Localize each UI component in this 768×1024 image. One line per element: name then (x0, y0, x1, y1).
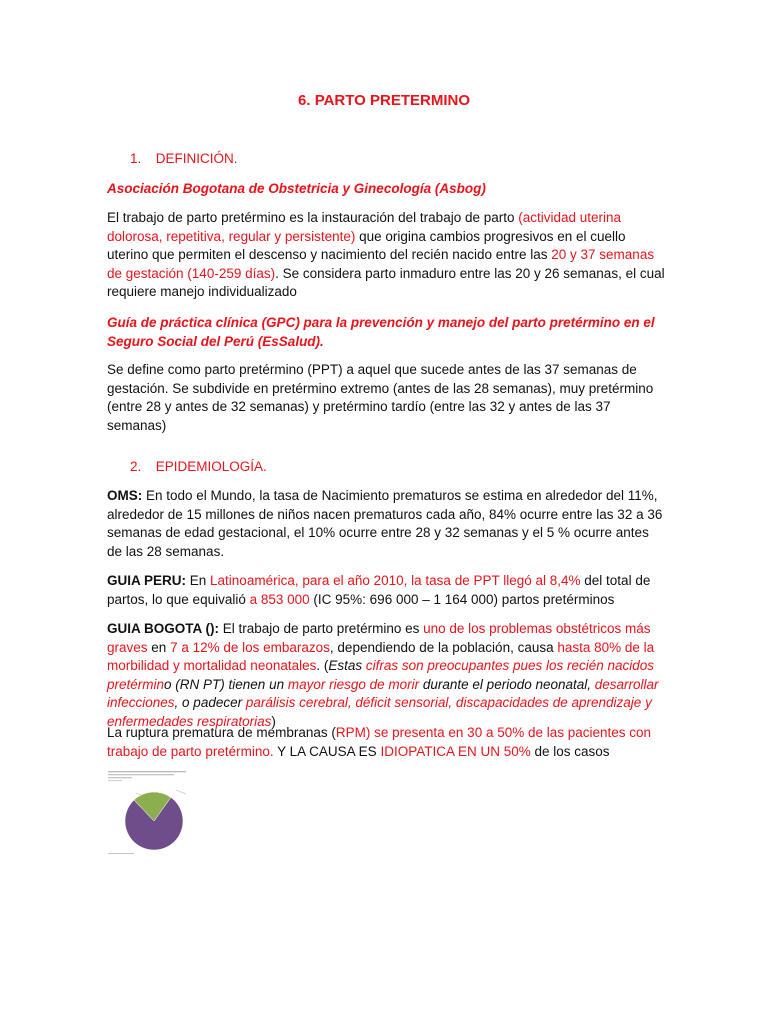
paragraph-oms: OMS: En todo el Mundo, la tasa de Nacimiento prematuros se estima en alrededor del 11%, alrededor de 15 millones de niños nacen prematuros cada año, 84% ocurre entre las 32 a 36 semanas de edad gestacional, el 10% ocurre entre 28 y 32 semanas y el 5 % ocurre antes de las 28 semanas. (107, 488, 663, 559)
paragraph-definicion-asbog: El trabajo de parto pretérmino es la instauración del trabajo de parto (actividad uterina dolorosa, repetitiva, regular y persistente) que origina cambios progresivos en el cuello uterino que permiten el descenso y nacimiento del recién nacido entre las 20 y 37 semanas de gestación (140-259 días). Se considera parto inmaduro entre las 20 y 26 semanas, el cual requiere manejo individualizado (107, 210, 665, 299)
paragraph-label: GUIA BOGOTA (): (107, 621, 219, 636)
highlight-text: mayor riesgo de morir (287, 676, 420, 692)
highlight-text: IDIOPATICA EN UN 50% (380, 743, 531, 759)
section-number: 1. (130, 151, 142, 166)
highlight-text: a 853 000 (249, 591, 310, 607)
source-heading-asbog: Asociación Bogotana de Obstetricia y Ginecología (Asbog) (107, 181, 486, 196)
highlight-text: uno de los problemas obstétricos más graves (107, 621, 651, 655)
highlight-text: RPM) se presenta en 30 a 50% de las pacientes con trabajo de parto pretérmino. (107, 725, 652, 759)
source-heading-gpc: Guía de práctica clínica (GPC) para la prevención y manejo del parto pretérmino en el Seguro Social del Perú (EsSalud). (107, 315, 655, 349)
highlight-text: 7 a 12% de los embarazos (170, 639, 330, 655)
section-title: EPIDEMIOLOGÍA. (155, 459, 267, 474)
section-heading-epidemiologia (130, 459, 267, 474)
section-heading-definicion (130, 151, 238, 166)
section-number: 2. (130, 459, 142, 474)
paragraph-guia-peru: GUIA PERU: En Latinoamérica, para el año 2010, la tasa de PPT llegó al 8,4% del total de partos, lo que equivalió a 853 000 (IC 95%: 696 000 – 1 164 000) partos pretérminos (107, 573, 651, 607)
paragraph-guia-bogota: GUIA BOGOTA (): El trabajo de parto pretérmino es uno de los problemas obstétricos más graves en 7 a 12% de los embarazos, dependiendo de la población, causa hasta 80% de la morbilidad y mortalidad neonatales. (Estas cifras son preocupantes pues los recién nacidos pretérmino (RN PT) tienen un mayor riesgo de morir durante el periodo neonatal, desarrollar infecciones, o padecer parálisis cerebral, déficit sensorial, discapacidades de aprendizaje y enfermedades respiratorias) (107, 621, 659, 729)
highlight-text: desarrollar infecciones (107, 676, 659, 710)
highlight-text: hasta 80% de la morbilidad y mortalidad neonatales (107, 639, 655, 673)
highlight-text: 20 y 37 semanas de gestación (140-259 días) (107, 247, 655, 281)
highlight-text: cifras son preocupantes pues los recién nacidos pretérmin (107, 658, 655, 692)
pie-chart-figure (106, 768, 202, 858)
paragraph-label: GUIA PERU: (107, 573, 187, 588)
embedded-pie-figure (106, 768, 202, 858)
document-title: 6. PARTO PRETERMINO (298, 92, 470, 109)
highlight-text: parálisis cerebral, déficit sensorial, discapacidades de aprendizaje y enfermedades respiratorias (107, 695, 652, 729)
paragraph-definicion-gpc: Se define como parto pretérmino (PPT) a aquel que sucede antes de las 37 semanas de gestación. Se subdivide en pretérmino extremo (antes de las 28 semanas), muy pretérmino (entre 28 y antes de 32 semanas) y pretérmino tardío (entre las 32 y antes de las 37 semanas) (107, 362, 654, 433)
highlight-text: (actividad uterina dolorosa, repetitiva, regular y persistente) (107, 210, 622, 244)
paragraph-rpm: La ruptura prematura de membranas (RPM) se presenta en 30 a 50% de las pacientes con trabajo de parto pretérmino. Y LA CAUSA ES IDIOPATICA EN UN 50% de los casos (107, 725, 652, 759)
pie-group (125, 792, 183, 850)
section-title: DEFINICIÓN. (155, 151, 238, 166)
highlight-text: Latinoamérica, para el año 2010, la tasa de PPT llegó al 8,4% (210, 573, 581, 588)
paragraph-label: OMS: (107, 488, 143, 503)
